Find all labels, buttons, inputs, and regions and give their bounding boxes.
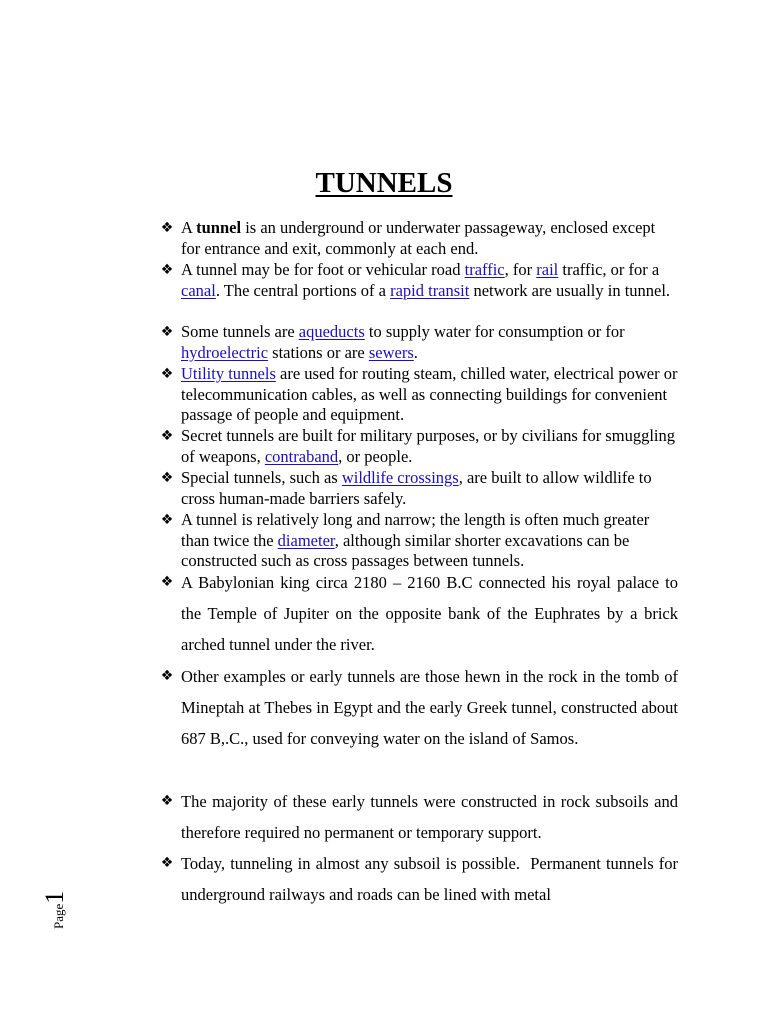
link-wildlife-crossings[interactable]: wildlife crossings [341,468,459,487]
bullet-diamond-icon: ❖ [160,574,174,590]
bold-term: tunnel [196,218,242,237]
bullet-text: A tunnel is an underground or underwater passageway, enclosed except for entrance and exit, commonly at each end. [181,218,656,258]
bullet-diamond-icon: ❖ [160,324,174,340]
page-number: 1 [40,890,69,904]
page-number-footer [40,877,68,929]
bullet-diamond-icon: ❖ [160,793,174,809]
bullet-text: Utility tunnels are used for routing steam, chilled water, electrical power or telecommunication cables, as well as connecting buildings for convenient passage of people and equipment. [181,364,678,425]
bullet-diamond-icon: ❖ [160,366,174,382]
bullet-diamond-icon: ❖ [160,668,174,684]
bullet-text: Some tunnels are aqueducts to supply water for consumption or for hydroelectric stations or are sewers. [181,322,625,362]
bullet-diamond-icon: ❖ [160,220,174,236]
page-title: TUNNELS [315,167,453,199]
link-utility-tunnels[interactable]: Utility tunnels [181,364,276,383]
link-diameter[interactable]: diameter [277,530,335,550]
bullet-diamond-icon: ❖ [160,470,174,486]
bullet-text: A tunnel is relatively long and narrow; the length is often much greater than twice the diameter, although similar shorter excavations can be constructed such as cross passages between tunnels. [181,510,650,571]
bullet-text: Secret tunnels are built for military purposes, or by civilians for smuggling of weapons, contraband, or people. [181,426,675,466]
bullet-text: A tunnel may be for foot or vehicular road traffic, for rail traffic, or for a canal. The central portions of a rapid transit network are usually in tunnel. [181,260,671,300]
link-traffic[interactable]: traffic [464,260,505,279]
link-rail[interactable]: rail [536,260,559,279]
bullet-text: Special tunnels, such as wildlife crossings, are built to allow wildlife to cross human-made barriers safely. [181,468,652,508]
bullet-text: Today, tunneling in almost any subsoil is possible. Permanent tunnels for underground railways and roads can be lined with metal [181,854,683,904]
bullet-diamond-icon: ❖ [160,262,174,278]
bullet-diamond-icon: ❖ [160,428,174,444]
bullet-text: The majority of these early tunnels were constructed in rock subsoils and therefore required no permanent or temporary support. [181,792,678,842]
link-sewers[interactable]: sewers [368,342,414,362]
bullet-text: A Babylonian king circa 2180 – 2160 B.C connected his royal palace to the Temple of Jupiter on the opposite bank of the Euphrates by a brick arched tunnel under the river. [181,573,678,654]
link-rapid-transit[interactable]: rapid transit [390,280,470,300]
link-canal[interactable]: canal [181,280,216,300]
link-contraband[interactable]: contraband [264,446,339,466]
link-aqueducts[interactable]: aqueducts [298,322,365,341]
link-hydroelectric[interactable]: hydroelectric [181,342,269,362]
bullet-text: Other examples or early tunnels are those hewn in the rock in the tomb of Mineptah at Thebes in Egypt and the early Greek tunnel, constructed about 687 B,.C., used for conveying water on the island of Samos. [181,667,678,748]
page-label: Page [51,903,66,929]
bullet-diamond-icon: ❖ [160,855,174,871]
bullet-diamond-icon: ❖ [160,512,174,528]
